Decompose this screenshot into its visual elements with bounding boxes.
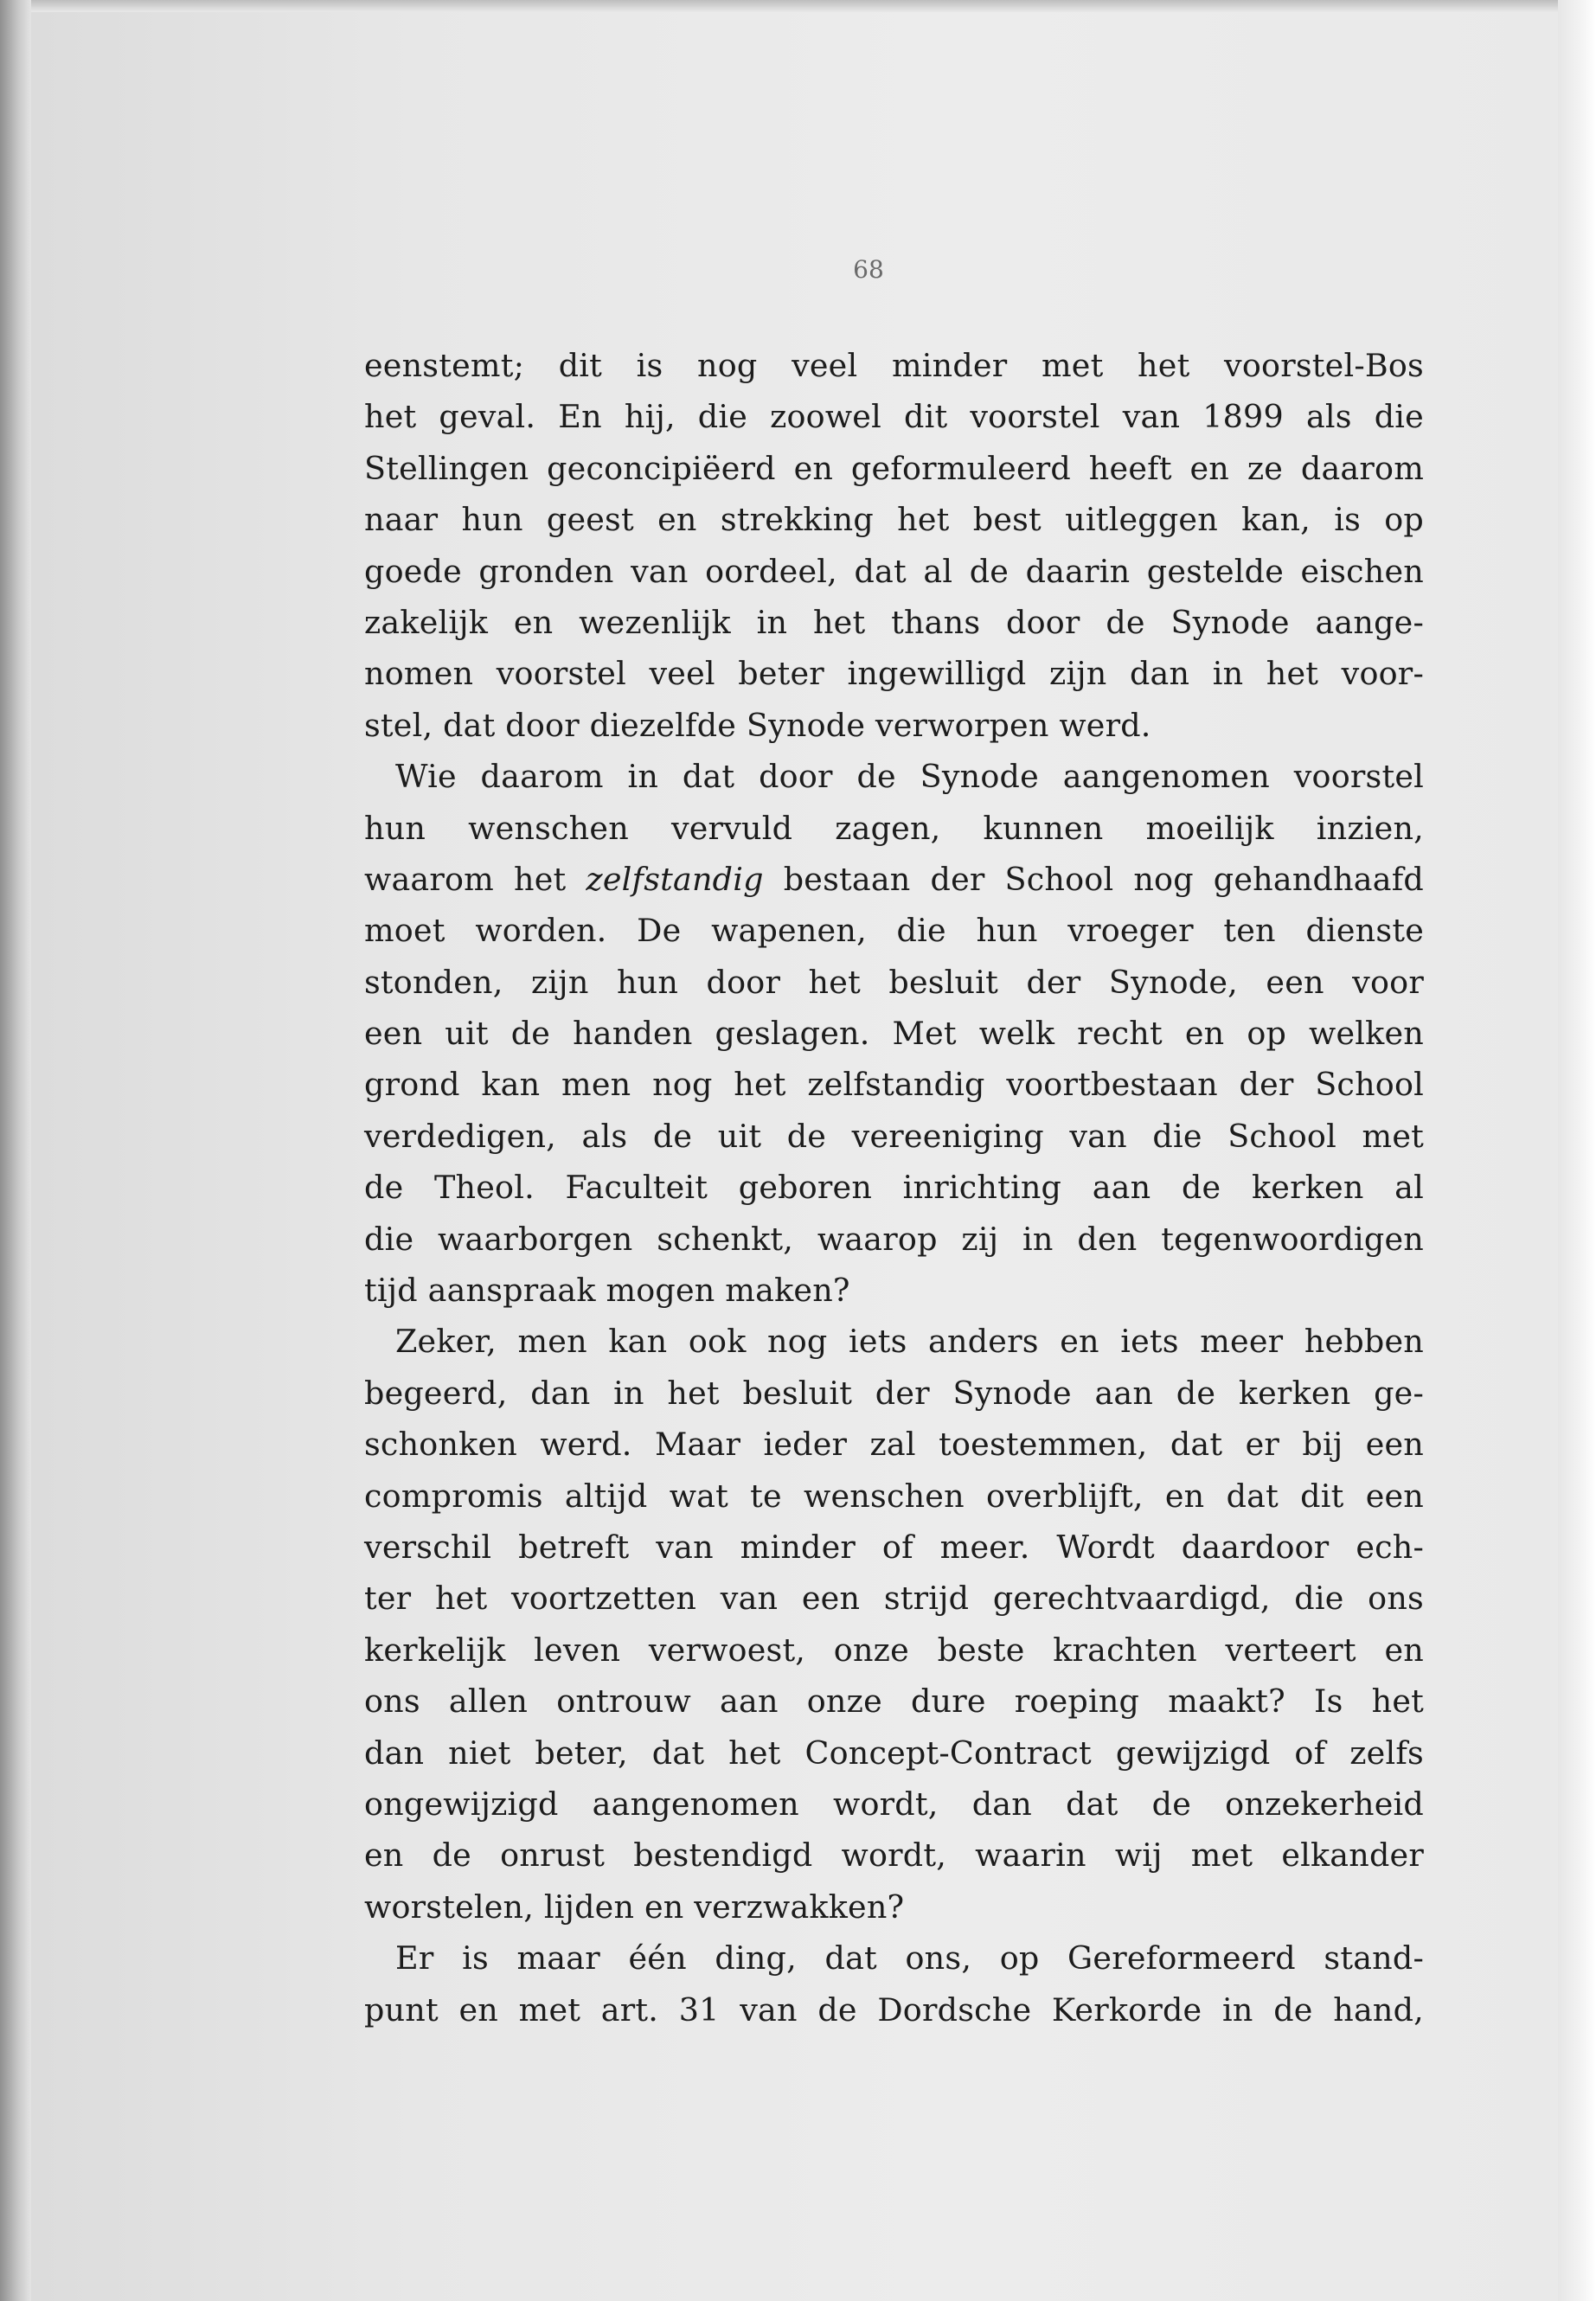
text-line: verdedigen, als de uit de vereeniging van die School met	[364, 1117, 1424, 1155]
paragraph-last-line: worstelen, lijden en verzwakken?	[364, 1888, 905, 1926]
text-line: kerkelijk leven verwoest, onze beste krachten verteert en	[364, 1631, 1424, 1669]
text-line: goede gronden van oordeel, dat al de daarin gestelde eischen	[364, 552, 1424, 590]
text-line: dan niet beter, dat het Concept-Contract gewijzigd of zelfs	[364, 1734, 1424, 1772]
body-text	[364, 340, 1424, 2035]
text-line: zakelijk en wezenlijk in het thans door de Synode aange-	[364, 603, 1424, 641]
text-line: begeerd, dan in het besluit der Synode aan de kerken ge-	[364, 1374, 1424, 1412]
text-line: ongewijzigd aangenomen wordt, dan dat de onzekerheid	[364, 1785, 1424, 1823]
text-line: moet worden. De wapenen, die hun vroeger ten dienste	[364, 912, 1424, 950]
text-line: Stellingen geconcipiëerd en geformuleerd heeft en ze daarom	[364, 449, 1424, 487]
text-line: schonken werd. Maar ieder zal toestemmen, dat er bij een	[364, 1426, 1424, 1464]
text-line: compromis altijd wat te wenschen overblijft, en dat dit een	[364, 1477, 1424, 1515]
paragraph-first-line: Er is maar één ding, dat ons, op Gereformeerd stand-	[395, 1939, 1424, 1977]
scan-top-edge	[0, 0, 1596, 12]
text-line: ons allen ontrouw aan onze dure roeping maakt? Is het	[364, 1682, 1424, 1721]
text-line: ter het voortzetten van een strijd gerechtvaardigd, die ons	[364, 1580, 1424, 1618]
text-line: eenstemt; dit is nog veel minder met het voorstel-Bos	[364, 347, 1424, 384]
text-line: de Theol. Faculteit geboren inrichting aan de kerken al	[364, 1169, 1424, 1207]
paragraph-last-line: tijd aanspraak mogen maken?	[364, 1272, 850, 1310]
text-line: naar hun geest en strekking het best uitleggen kan, is op	[364, 501, 1424, 539]
text-line: punt en met art. 31 van de Dordsche Kerkorde in de hand,	[364, 1990, 1424, 2029]
paragraph-first-line: Zeker, men kan ook nog iets anders en iets meer hebben	[395, 1323, 1424, 1361]
text-line: grond kan men nog het zelfstandig voortbestaan der School	[364, 1066, 1424, 1104]
paragraph-first-line: Wie daarom in dat door de Synode aangenomen voorstel	[395, 758, 1424, 796]
text-line: en de onrust bestendigd wordt, waarin wij met elkander	[364, 1836, 1424, 1875]
page-number: 68	[853, 255, 884, 284]
text-line: hun wenschen vervuld zagen, kunnen moeilijk inzien,	[364, 809, 1424, 847]
text-line: een uit de handen geslagen. Met welk recht en op welken	[364, 1015, 1424, 1053]
scan-right-margin	[1558, 0, 1596, 2301]
text-line: het geval. En hij, die zoowel dit voorstel van 1899 als die	[364, 398, 1424, 436]
text-line: verschil betreft van minder of meer. Wordt daardoor ech-	[364, 1528, 1424, 1566]
italic-word: zelfstandig	[586, 860, 764, 898]
text-line: die waarborgen schenkt, waarop zij in den tegenwoordigen	[364, 1220, 1424, 1258]
scan-binding-shadow	[0, 0, 31, 2301]
line-text-after: bestaan der School nog gehandhaafd	[763, 860, 1424, 898]
text-line-with-emphasis	[364, 854, 1424, 905]
line-text-before: waarom het	[364, 860, 586, 898]
text-line: stonden, zijn hun door het besluit der Synode, een voor	[364, 963, 1424, 1001]
text-line: nomen voorstel veel beter ingewilligd zijn dan in het voor-	[364, 655, 1424, 693]
paragraph-last-line: stel, dat door diezelfde Synode verworpen werd.	[364, 706, 1151, 744]
